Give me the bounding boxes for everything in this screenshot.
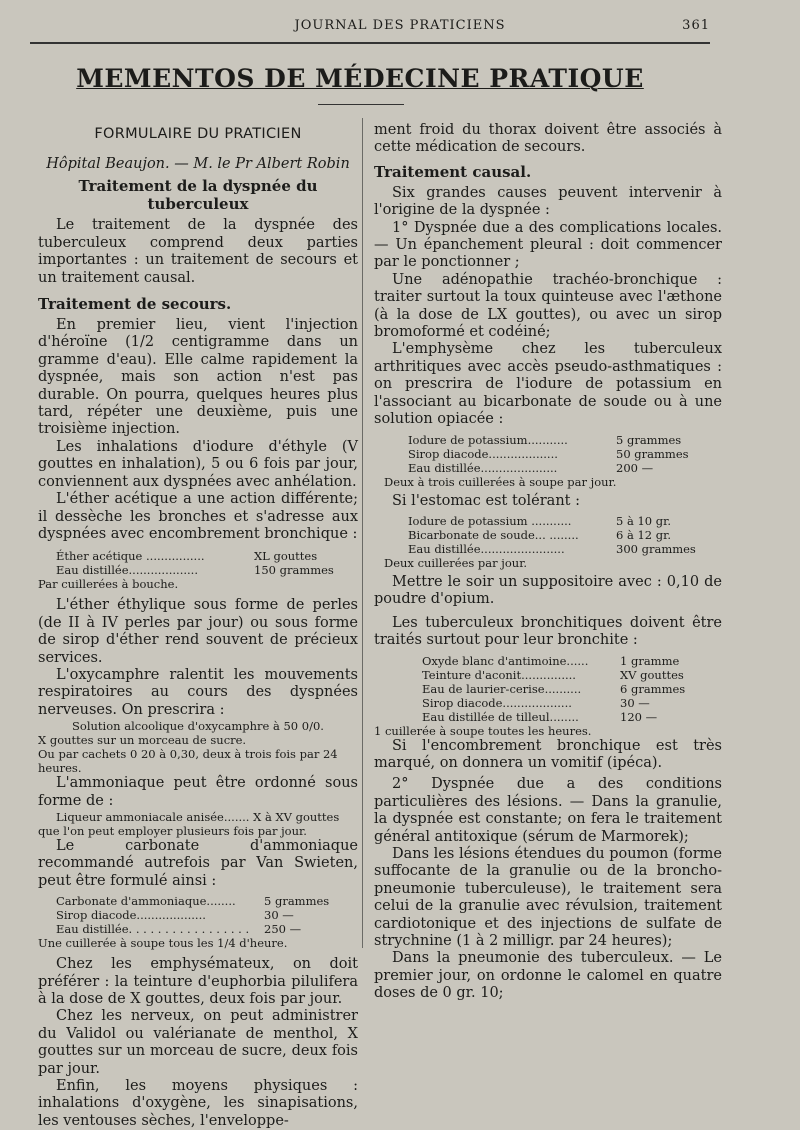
paragraph: Si l'encombrement bronchique est très marqué, on donnera un vomitif (ipéca). [374,737,722,771]
paragraph: Dans les lésions étendues du poumon (forme suffocante de la granulie ou de la broncho-pneumonie tuberculeuse), le traitement sera celui de la granulie avec révulsion, traitement cardiotonique et des injections de sulfate de strychnine (1 à 2 milligr. par 24 heures); [374,845,722,949]
paragraph: Six grandes causes peuvent intervenir à l'origine de la dyspnée : [374,184,722,219]
title-rule [318,104,404,105]
main-title: MEMENTOS DE MÉDECINE PRATIQUE [76,64,644,93]
paragraph: Chez les nerveux, on peut administrer du Validol ou valérianate de menthol, X gouttes sur un morceau de sucre, deux fois par jour. [38,1008,358,1077]
right-column [374,122,722,1003]
paragraph: En premier lieu, vient l'injection d'héroïne (1/2 centigramme dans un gramme d'eau). Elle calme rapidement la dyspnée, mais son action n'est pas durable. On pourra, quelques heures plus tard, répéter une deuxième, puis une troisième injection. [38,317,358,438]
page-number: 361 [682,18,710,33]
prescription [374,514,722,556]
prescription-line: Éther acétique ................ XL gouttes [56,549,318,564]
prescription [38,549,358,577]
paragraph: L'éther éthylique sous forme de perles (de II à IV perles par jour) ou sous forme de sirop d'éther rend souvent de précieux services. [38,597,358,666]
paragraph: 1° Dyspnée due a des complications locales. — Un épanchement pleural : doit commencer par le ponctionner ; [374,219,722,271]
running-head [30,18,770,40]
prescription-note: Deux à trois cuillerées à soupe par jour. [384,474,617,489]
header-rule [30,42,710,44]
journal-title: JOURNAL DES PRATICIENS [294,18,506,33]
paragraph: Enfin, les moyens physiques : inhalations d'oxygène, les sinapisations, les ventouses sèches, l'enveloppe- [38,1078,358,1129]
paragraph: L'oxycamphre ralentit les mouvements respiratoires au cours des dyspnées nerveuses. On prescrira : [38,666,358,718]
paragraph: Mettre le soir un suppositoire avec : 0,10 de poudre d'opium. [374,573,722,608]
prescription [38,894,358,936]
paragraph: Le carbonate d'ammoniaque recommandé autrefois par Van Swieten, peut être formulé ainsi : [38,837,358,889]
prescription-line: Liqueur ammoniacale anisée....... X à XV gouttes [56,809,340,824]
paragraph: L'éther acétique a une action différente; il dessèche les bronches et s'adresse aux dyspnées avec encombrement bronchique : [38,491,358,542]
heading-causal: Traitement causal. [374,162,532,181]
paragraph: ment froid du thorax doivent être associés à cette médication de secours. [374,122,722,156]
prescription-line: Teinture d'aconit............... XV gouttes [422,667,684,682]
prescription-line: Eau de laurier-cerise.......... 6 grammes [422,681,686,696]
prescription-note: Par cuillerées à bouche. [38,577,179,592]
heading-secours: Traitement de secours. [38,295,232,314]
paragraph: Les inhalations d'iodure d'éthyle (V gouttes en inhalation), 5 ou 6 fois par jour, conviennent aux dyspnées avec anhélation. [38,438,358,490]
left-column [38,122,358,1130]
byline: Hôpital Beaujon. — M. le Pr Albert Robin [46,156,350,172]
prescription-line: Eau distillée. . . . . . . . . . . . . . . . . 250 — [56,922,302,937]
prescription-line: Bicarbonate de soude... ........ 6 à 12 gr. [408,527,672,542]
prescription-line: Sirop diacode................... 30 — [56,908,294,923]
paragraph: Chez les emphysémateux, on doit préférer : la teinture d'euphorbia pilulifera à la dose de X gouttes, deux fois par jour. [38,956,358,1007]
prescription-line: Ou par cachets 0 20 à 0,30, deux à trois fois par 24 heures. [38,747,338,776]
paragraph: Les tuberculeux bronchitiques doivent être traités surtout pour leur bronchite : [374,614,722,649]
prescription-line: Iodure de potassium ........... 5 à 10 gr. [408,513,672,528]
paragraph: Une adénopathie trachéo-bronchique : traiter surtout la toux quinteuse avec l'æthone (à la dose de LX gouttes), ou avec un sirop bromoformé et codéiné; [374,271,722,341]
prescription-line: Eau distillée..................... 200 — [408,460,654,475]
prescription-note: Une cuillerée à soupe tous les 1/4 d'heure. [38,936,288,951]
prescription-line: Iodure de potassium........... 5 grammes [408,432,682,447]
paragraph: Si l'estomac est tolérant : [392,492,580,509]
prescription-line: Eau distillée................... 150 grammes [56,563,334,578]
prescription-line: Solution alcoolique d'oxycamphre à 50 0/0. [72,719,324,734]
intro-paragraph: Le traitement de la dyspnée des tuberculeux comprend deux parties importantes : un traitement de secours et un traitement causal. [38,217,358,286]
prescription-line: Eau distillée de tilleul........ 120 — [422,709,658,724]
article-subtitle: Traitement de la dyspnée du tuberculeux [78,177,318,214]
prescription [374,433,722,475]
paragraph: L'ammoniaque peut être ordonné sous forme de : [38,775,358,809]
column-separator [362,118,363,948]
section-heading: FORMULAIRE DU PRATICIEN [94,126,302,142]
paragraph: Dans la pneumonie des tuberculeux. — Le premier jour, on ordonne le calomel en quatre doses de 0 gr. 10; [374,950,722,1002]
prescription-line: Carbonate d'ammoniaque........ 5 grammes [56,894,330,909]
prescription-line: Oxyde blanc d'antimoine...... 1 gramme [422,653,680,668]
prescription-note: que l'on peut employer plusieurs fois par jour. [38,823,307,838]
prescription-line: Eau distillée....................... 300 grammes [408,541,696,556]
prescription-note: 1 cuillerée à soupe toutes les heures. [374,723,592,738]
paragraph: 2° Dyspnée due a des conditions particulières des lésions. — Dans la granulie, la dyspnée est constante; on fera le traitement général antitoxique (sérum de Marmorek); [374,776,722,845]
prescription-line: Sirop diacode................... 30 — [422,695,650,710]
prescription [374,654,722,724]
paragraph: L'emphysème chez les tuberculeux arthritiques avec accès pseudo-asthmatiques : on prescrira de l'iodure de potassium en l'associant au bicarbonate de soude ou à une solution opiacée : [374,341,722,428]
prescription-line: X gouttes sur un morceau de sucre. [38,733,247,748]
prescription-note: Deux cuillerées par jour. [384,555,528,570]
prescription-line: Sirop diacode................... 50 grammes [408,446,689,461]
